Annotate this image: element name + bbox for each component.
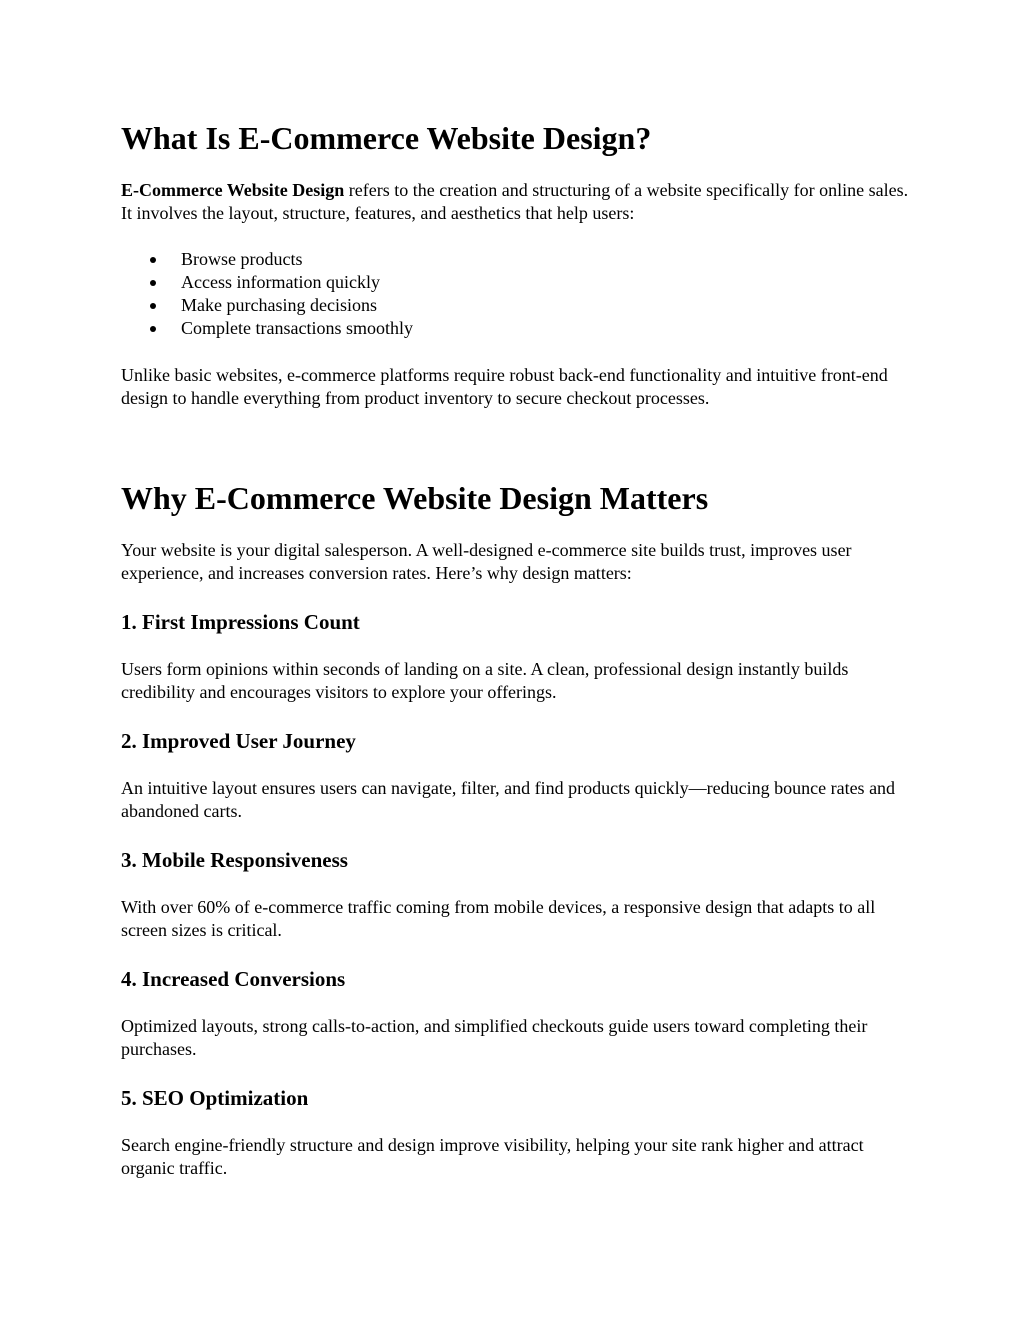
bullet-icon (150, 257, 156, 263)
intro-text: refers to the creation and structuring of a website specifically for online sales. It involves the layout, structure, features, and aesthetics that help users: (121, 180, 909, 223)
point-body: Search engine-friendly structure and design improve visibility, helping your site rank higher and attract organic traffic. (121, 1135, 864, 1178)
intro-paragraph (121, 179, 911, 225)
list-item: Access information quickly (121, 271, 413, 294)
point-body: An intuitive layout ensures users can navigate, filter, and find products quickly—reducing bounce rates and abandoned carts. (121, 778, 896, 821)
list-item: Complete transactions smoothly (121, 317, 413, 340)
bullet-icon (150, 326, 156, 332)
point-title: 5. SEO Optimization (121, 1086, 309, 1110)
point-body: With over 60% of e-commerce traffic coming from mobile devices, a responsive design that adapts to all screen sizes is critical. (121, 897, 876, 940)
section-heading-what-is: What Is E-Commerce Website Design? (121, 120, 652, 156)
point-body: Optimized layouts, strong calls-to-action, and simplified checkouts guide users toward completing their purchases. (121, 1016, 868, 1059)
point-title: 3. Mobile Responsiveness (121, 848, 348, 872)
point-title: 1. First Impressions Count (121, 610, 360, 634)
bullet-icon (150, 303, 156, 309)
section-heading-why-matters: Why E-Commerce Website Design Matters (121, 480, 709, 516)
intro-bold-term: E-Commerce Website Design (121, 180, 345, 200)
bullet-icon (150, 280, 156, 286)
list-item: Make purchasing decisions (121, 294, 413, 317)
point-body: Users form opinions within seconds of landing on a site. A clean, professional design instantly builds credibility and encourages visitors to explore your offerings. (121, 659, 849, 702)
user-actions-list (121, 248, 413, 340)
list-item: Browse products (121, 248, 413, 271)
point-title: 2. Improved User Journey (121, 729, 356, 753)
point-title: 4. Increased Conversions (121, 967, 346, 991)
section2-intro-paragraph: Your website is your digital salesperson. A well-designed e-commerce site builds trust, improves user experience, and increases conversion rates. Here’s why design matters: (121, 540, 852, 583)
closing-paragraph: Unlike basic websites, e-commerce platforms require robust back-end functionality and intuitive front-end design to handle everything from product inventory to secure checkout processes. (121, 365, 888, 408)
